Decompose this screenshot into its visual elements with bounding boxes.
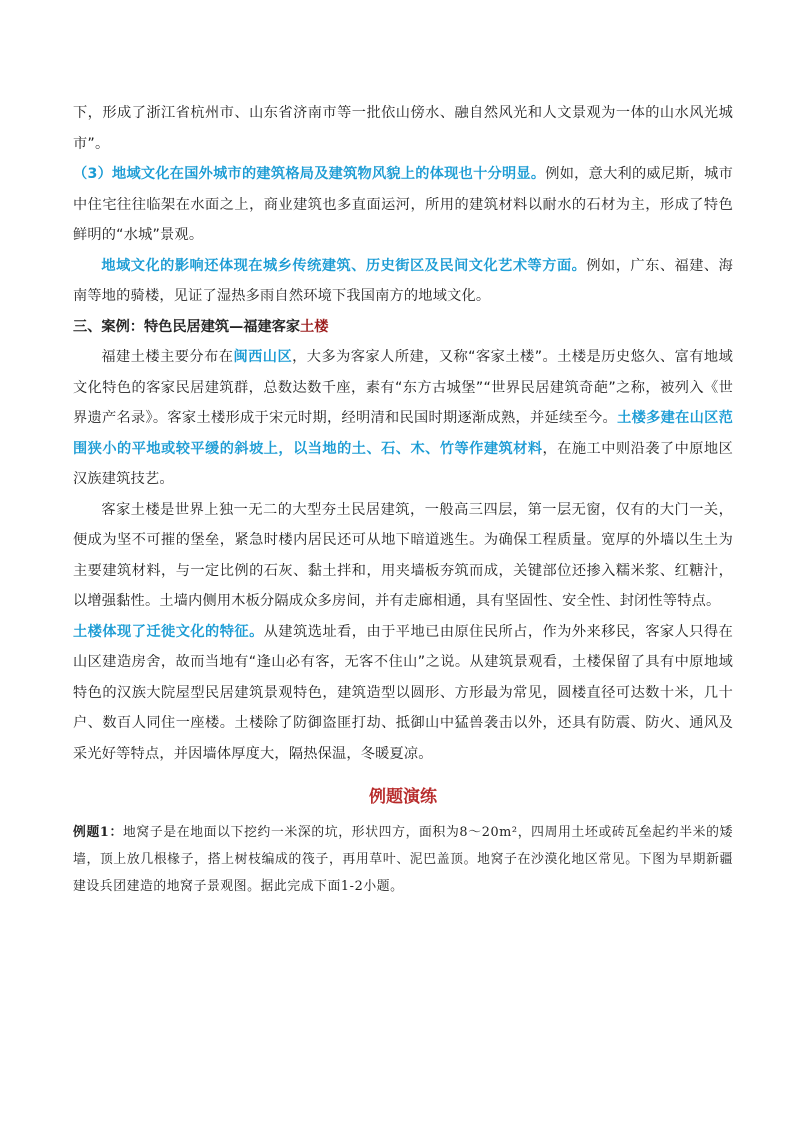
paragraph-migration-culture bbox=[73, 617, 733, 770]
text-a: 福建土楼主要分布在 bbox=[101, 349, 234, 365]
paragraph-tulou-structure: 客家土楼是世界上独一无二的大型夯土民居建筑，一般高三四层，第一层无窗，仅有的大门一关，便成为坚不可摧的堡垒，紧急时楼内居民还可从地下暗道逃生。为确保工程质量。宽厚的外墙以生土为主要建筑材料，与一定比例的石灰、黏土拌和，用夹墙板夯筑而成，关键部位还掺入糯米浆、红糖汁，以增强黏性。土墙内侧用木板分隔成众多房间，并有走廊相通，具有坚固性、安全性、封闭性等特点。 bbox=[73, 501, 733, 609]
text-arcade-buildings: 例如，广东、福建、海南等地的骑楼，见证了湿热多雨自然环境下我国南方的地域文化。 bbox=[73, 257, 733, 304]
highlight-foreign-cities: （3）地域文化在国外城市的建筑格局及建筑物风貌上的体现也十分明显。 bbox=[73, 166, 546, 182]
section-heading-case bbox=[73, 312, 733, 343]
paragraph-city-landscape: 下，形成了浙江省杭州市、山东省济南市等一批依山傍水、融自然风光和人文景观为一体的山水风光城市”。 bbox=[73, 105, 733, 152]
text-venice: 例如，意大利的威尼斯，城市中住宅往往临架在水面之上，商业建筑也多直面运河，所用的建筑材料以耐水的石材为主，形成了特色鲜明的“水城”景观。 bbox=[73, 166, 733, 243]
text-migration: 从建筑选址看，由于平地已由原住民所占，作为外来移民，客家人只得在山区建造房舍，故而当地有“逢山必有客，无客不住山”之说。从建筑景观看，土楼保留了具有中原地域特色的汉族大院屋型民居建筑景观特色，建筑造型以圆形、方形最为常见，圆楼直径可达数十米，几十户、数百人同住一座楼。土楼除了防御盗匪打劫、抵御山中猛兽袭击以外，还具有防震、防火、通风及采光好等特点，并因墙体厚度大，隔热保温，冬暖夏凉。 bbox=[73, 623, 733, 762]
example-text: 地窝子是在地面以下挖约一米深的坑，形状四方，面积为8～20m²，四周用土坯或砖瓦垒起约半米的矮墙，顶上放几根椽子，搭上树枝编成的筏子，再用草叶、泥巴盖顶。地窝子在沙漠化地区常见。下图为早期新疆建设兵团建造的地窝子景观图。据此完成下面1-2小题。 bbox=[73, 825, 733, 894]
paragraph-foreign-cities bbox=[73, 159, 733, 251]
highlight-minxi: 闽西山区 bbox=[233, 349, 293, 365]
heading-tulou: 土楼 bbox=[300, 318, 329, 335]
example-label: 例题1： bbox=[73, 825, 123, 840]
highlight-traditional-architecture: 地域文化的影响还体现在城乡传统建筑、历史街区及民间文化艺术等方面。 bbox=[101, 257, 587, 274]
highlight-site-materials: 土楼多建在山区范围狭小的平地或较平缓的斜坡上，以当地的土、石、木、竹等作建筑材料 bbox=[73, 410, 733, 457]
text-c: ，大多为客家人所建，又称“客家土楼”。土楼是历史悠久、富有地域文化特色的客家民居建筑群，总数达数千座，素有“东方古城堡”“世界民居建筑奇葩”之称，被列入《世界遗产名录》。客家土楼形成于宋元时期，经明清和民国时期逐渐成熟，并延续至今。 bbox=[73, 349, 733, 426]
document-body bbox=[73, 98, 733, 900]
highlight-migration: 土楼体现了迁徙文化的特征。 bbox=[73, 623, 264, 640]
paragraph-traditional-architecture bbox=[73, 251, 733, 312]
paragraph-tulou-distribution bbox=[73, 342, 733, 495]
example-question-1 bbox=[73, 819, 733, 900]
text-e: ，在施工中则沿袭了中原地区汉族建筑技艺。 bbox=[73, 440, 733, 487]
example-section-title: 例题演练 bbox=[369, 787, 437, 807]
heading-prefix: 三、案例：特色民居建筑—福建客家 bbox=[73, 318, 301, 335]
